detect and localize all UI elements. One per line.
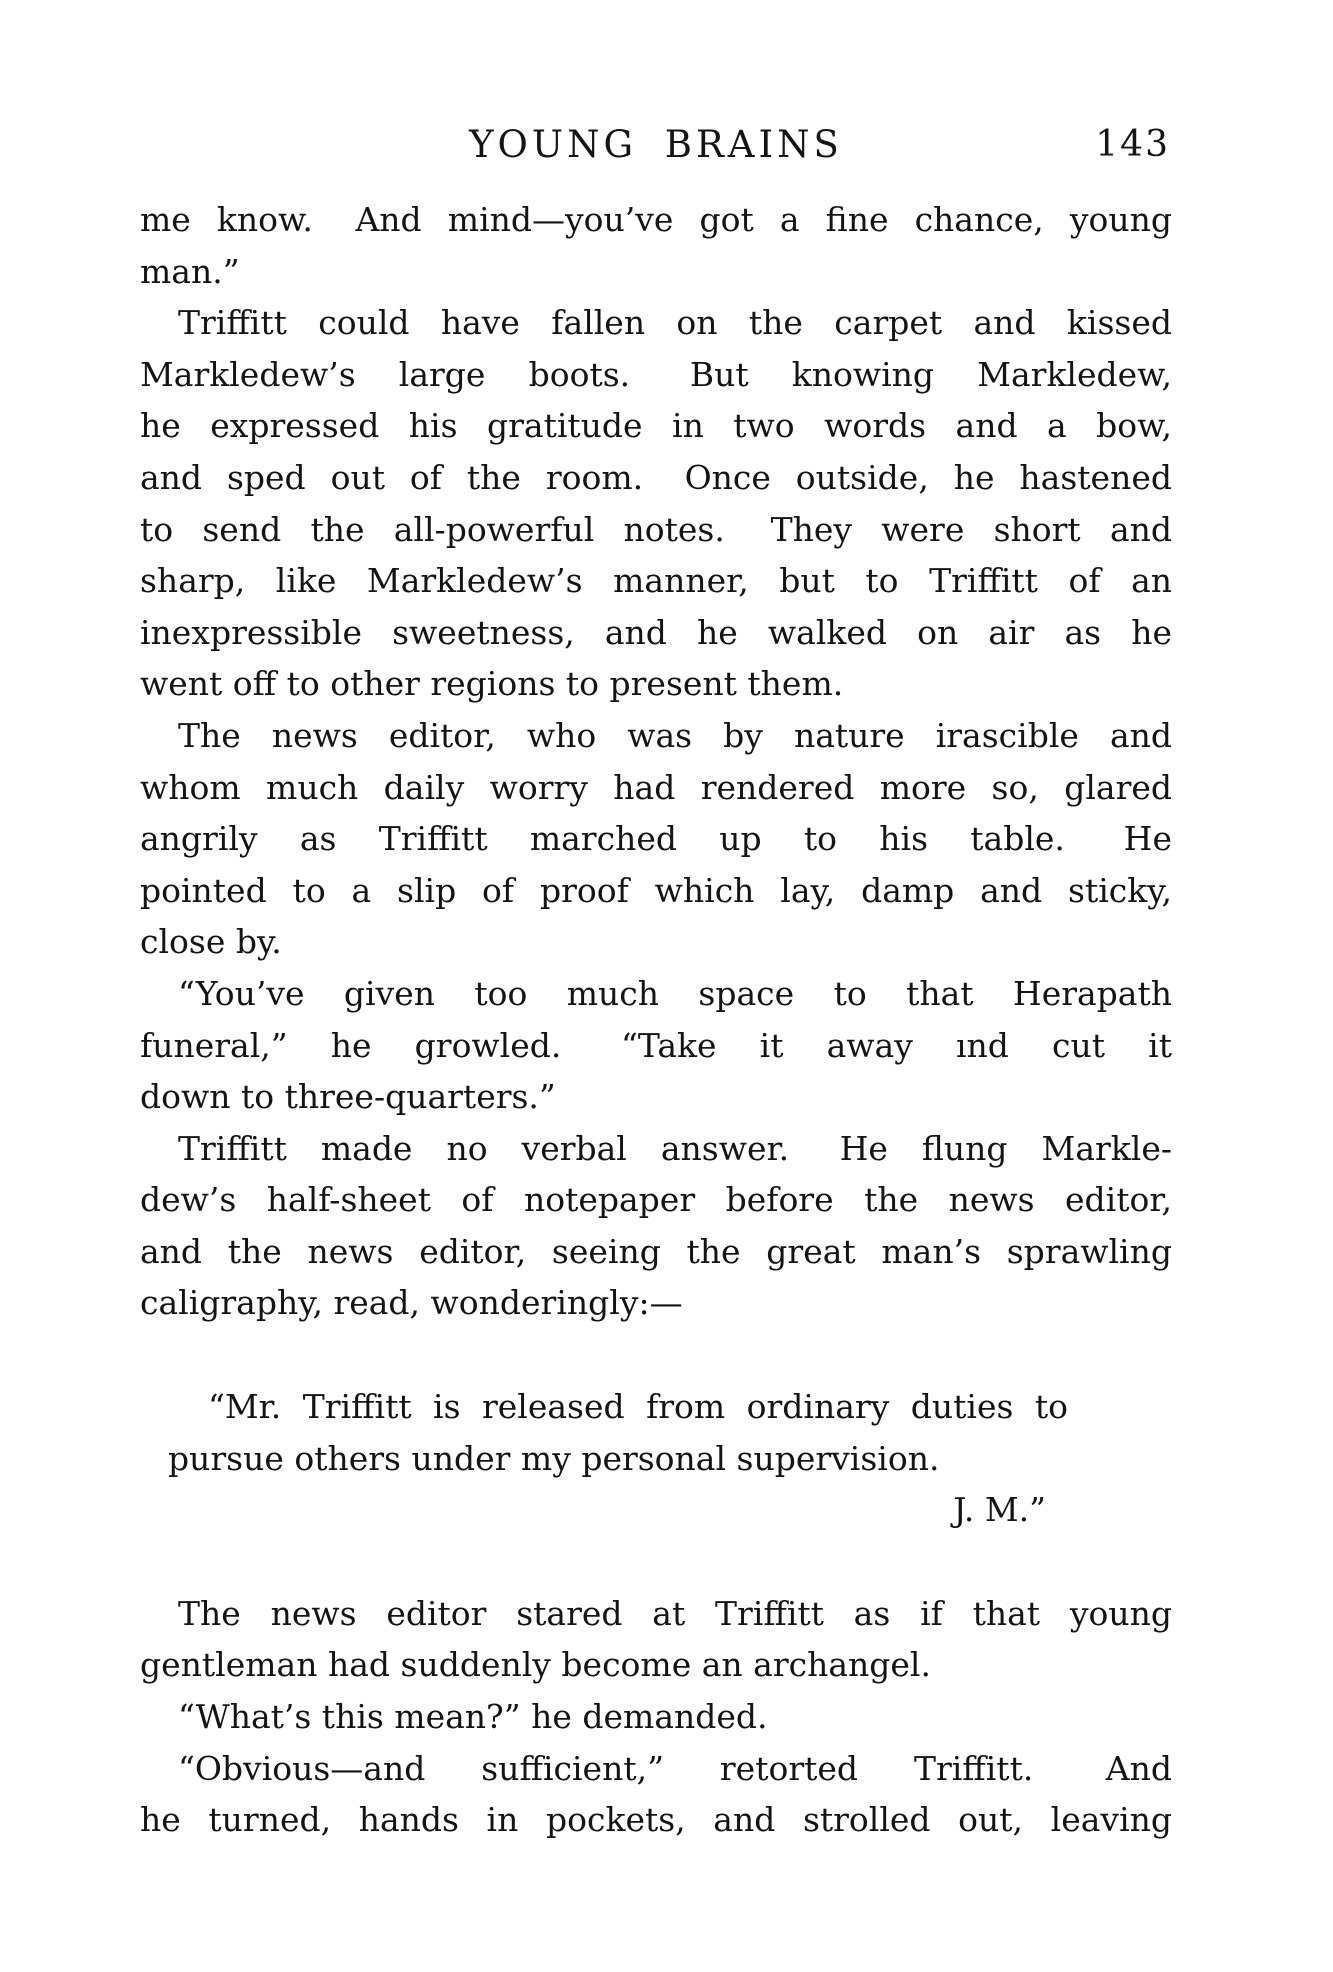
text-line: caligraphy, read, wonderingly:— [140,1283,683,1323]
text-line: The news editor, who was by nature irascible and [178,715,1172,755]
page-number: 143 [1095,124,1170,165]
text-line: funeral,” he growled. “Take it away ınd cut it [140,1025,1172,1065]
text-line: Triffitt made no verbal answer. He flung Markle- [178,1128,1172,1168]
text-line: angrily as Triffitt marched up to his table. He [140,819,1172,859]
text-line: man.” [140,251,240,291]
text-line: gentleman had suddenly become an archangel. [140,1645,931,1685]
text-line: dew’s half-sheet of notepaper before the news editor, [140,1180,1172,1220]
text-line: inexpressible sweetness, and he walked on air as he [140,612,1172,652]
text-line: down to three-quarters.” [140,1077,556,1117]
body-text [140,194,1172,1846]
text-line: The news editor stared at Triffitt as if that young [178,1593,1172,1633]
text-line: “What’s this mean?” he demanded. [178,1697,768,1737]
blank-line [140,1536,1172,1588]
text-line: sharp, like Markledew’s manner, but to Triffitt of an [140,561,1172,601]
text-line: “You’ve given too much space to that Herapath [178,973,1172,1013]
text-line: to send the all-powerful notes. They were short and [140,509,1172,549]
text-line: close by. [140,922,282,962]
text-line: and the news editor, seeing the great man’s sprawling [140,1231,1172,1271]
text-line: Triffitt could have fallen on the carpet and kissed [178,303,1172,343]
text-line: me know. And mind—you’ve got a fine chance, young [140,200,1172,239]
memo-quote [168,1381,1068,1536]
memo-line: “Mr. Triffitt is released from ordinary duties to [208,1387,1068,1427]
text-line: and sped out of the room. Once outside, he hastened [140,457,1172,497]
blank-line [140,1329,1172,1381]
text-line: “Obvious—and sufficient,” retorted Triffitt. And [178,1748,1172,1788]
text-line: Markledew’s large boots. But knowing Markledew, [140,354,1172,394]
text-line: went off to other regions to present them. [140,664,844,704]
page-title: YOUNG BRAINS [469,123,843,166]
text-line: pointed to a slip of proof which lay, damp and sticky, [140,870,1172,910]
memo-line: pursue others under my personal supervision. [168,1438,940,1478]
text-line: he expressed his gratitude in two words and a bow, [140,406,1172,446]
text-line: whom much daily worry had rendered more so, glared [140,767,1172,807]
memo-signature: J. M.” [953,1490,1046,1530]
running-head [140,122,1172,168]
text-line: he turned, hands in pockets, and strolled out, leaving [140,1800,1172,1840]
